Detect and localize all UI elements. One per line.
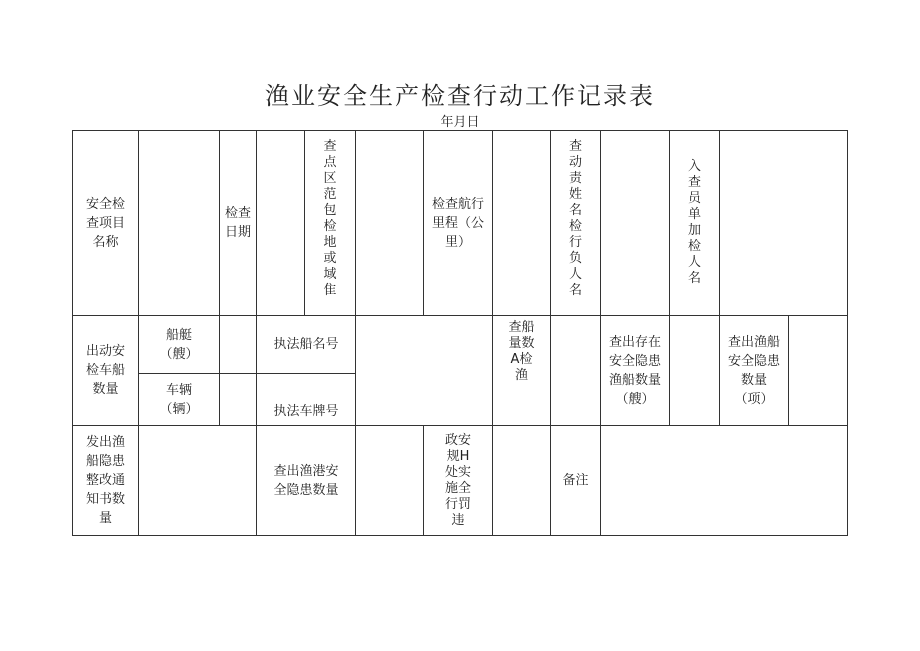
notices-label: 发出渔 船隐患 整改通 知书数 量	[85, 435, 125, 526]
vehicle-no-label: 执法车牌号	[273, 404, 339, 419]
remarks-label: 备注	[562, 473, 589, 488]
check-area-cell	[305, 131, 355, 315]
responsible-cell	[551, 131, 600, 315]
vehicles-label: 车辆 （辆）	[159, 382, 199, 417]
port-hazards-label: 查出渔港安 全隐患数量	[273, 463, 339, 498]
penalties-cell	[424, 426, 492, 535]
participants-label: 入查员单加检人名	[687, 159, 701, 286]
responsible-label: 查动责姓名检行负人名	[568, 139, 582, 298]
inspected-boats-cell	[493, 316, 550, 425]
participants-cell	[670, 131, 719, 315]
inspected-boats-label: 查船量数A检渔	[508, 320, 535, 383]
form-title: 渔业安全生产检查行动工作记录表	[265, 82, 655, 110]
dispatch-label: 出动安 检车船 数量	[85, 344, 125, 397]
penalties-label: 政安规H处实施全行罚违	[444, 432, 471, 528]
voyage-label: 检查航行 里程（公 里）	[431, 196, 484, 250]
hidden-danger-boats-label: 查出存在 安全隐患 渔船数量 （艘）	[608, 334, 661, 407]
date-line: 年月日	[440, 115, 480, 130]
check-date-label: 检查 日期	[224, 206, 251, 240]
hidden-danger-items-label: 查出渔船 安全隐患 数量 （项）	[727, 334, 780, 407]
boat-no-label: 执法船名号	[273, 337, 339, 352]
check-area-label: 查点区范包检地或域隹	[323, 139, 337, 298]
boats-label: 船艇 （艘）	[159, 327, 199, 362]
safety-item-name-label: 安全检 查项目 名称	[85, 196, 125, 250]
